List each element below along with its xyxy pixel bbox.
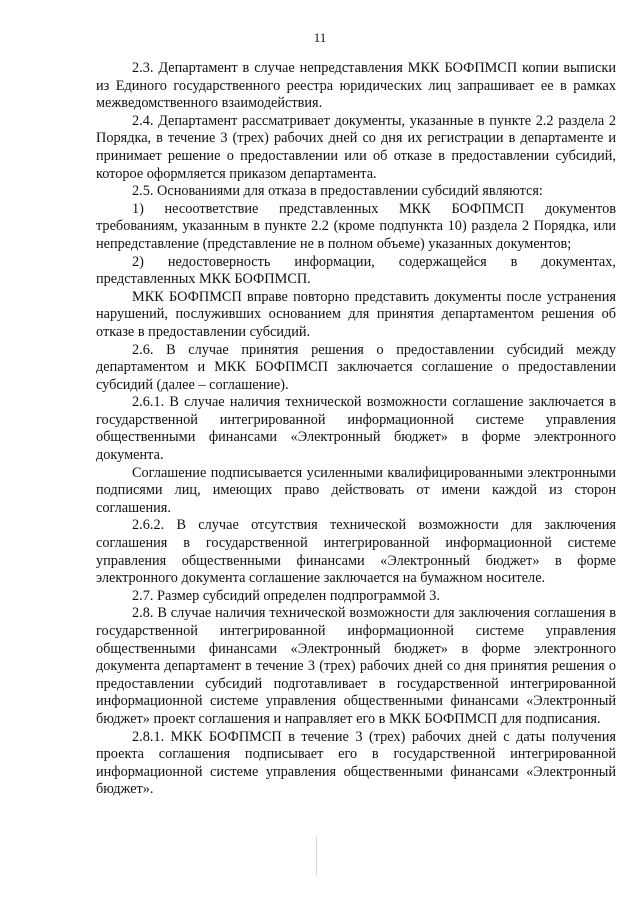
paragraph-2-5-item-2: 2) недостоверность информации, содержащейся в документах, представленных МКК БОФПМСП. bbox=[96, 253, 616, 288]
paragraph-resubmission: МКК БОФПМСП вправе повторно представить документы после устранения нарушений, послуживших основанием для принятия департаментом решения об отказе в предоставлении субсидий. bbox=[96, 288, 616, 340]
page-number: 11 bbox=[313, 30, 327, 45]
paragraph-2-6: 2.6. В случае принятия решения о предоставлении субсидий между департаментом и МКК БОФПМСП заключается соглашение о предоставлении субсидий (далее – соглашение). bbox=[96, 341, 616, 393]
paragraph-2-5: 2.5. Основаниями для отказа в предоставлении субсидий являются: bbox=[132, 183, 543, 200]
document-body bbox=[96, 60, 616, 799]
paragraph-2-4: 2.4. Департамент рассматривает документы, указанные в пункте 2.2 раздела 2 Порядка, в течение 3 (трех) рабочих дней со дня их регистрации в департаменте и принимает решение о предоставлении или об отказе в предоставлении субсидий, которое оформляется приказом департамента. bbox=[96, 112, 616, 182]
paragraph-2-6-1: 2.6.1. В случае наличия технической возможности соглашение заключается в государственной интегрированной информационной системе управления общественными финансами «Электронный бюджет» в форме электронного документа. bbox=[96, 394, 616, 464]
paragraph-2-8-1: 2.8.1. МКК БОФПМСП в течение 3 (трех) рабочих дней с даты получения проекта соглашения подписывает его в государственной интегрированной информационной системе управления общественными финансами «Электронный бюджет». bbox=[96, 728, 616, 798]
scan-artifact-line bbox=[316, 836, 317, 876]
paragraph-2-8: 2.8. В случае наличия технической возможности для заключения соглашения в государственной интегрированной информационной системе управления общественными финансами «Электронный бюджет» в форме электронного документа департамент в течение 3 (трех) рабочих дней со дня принятия решения о предоставлении субсидий подготавливает в государственной интегрированной информационной системе управления общественными финансами «Электронный бюджет» проект соглашения и направляет его в МКК БОФПМСП для подписания. bbox=[96, 605, 616, 727]
paragraph-2-7: 2.7. Размер субсидий определен подпрограммой 3. bbox=[132, 587, 441, 604]
paragraph-2-6-2: 2.6.2. В случае отсутствия технической возможности для заключения соглашения в государственной интегрированной информационной системе управления общественными финансами «Электронный бюджет» в форме электронного документа соглашение заключается на бумажном носителе. bbox=[96, 517, 616, 587]
paragraph-signature: Соглашение подписывается усиленными квалифицированными электронными подписями лиц, имеющих право действовать от имени каждой из сторон соглашения. bbox=[96, 464, 616, 516]
paragraph-2-5-item-1: 1) несоответствие представленных МКК БОФПМСП документов требованиям, указанным в пункте 2.2 (кроме подпункта 10) раздела 2 Порядка, или непредставление (представление не в полном объеме) указанных документов; bbox=[96, 200, 616, 252]
paragraph-2-3: 2.3. Департамент в случае непредставления МКК БОФПМСП копии выписки из Единого государственного реестра юридических лиц запрашивает ее в рамках межведомственного взаимодействия. bbox=[96, 60, 616, 112]
